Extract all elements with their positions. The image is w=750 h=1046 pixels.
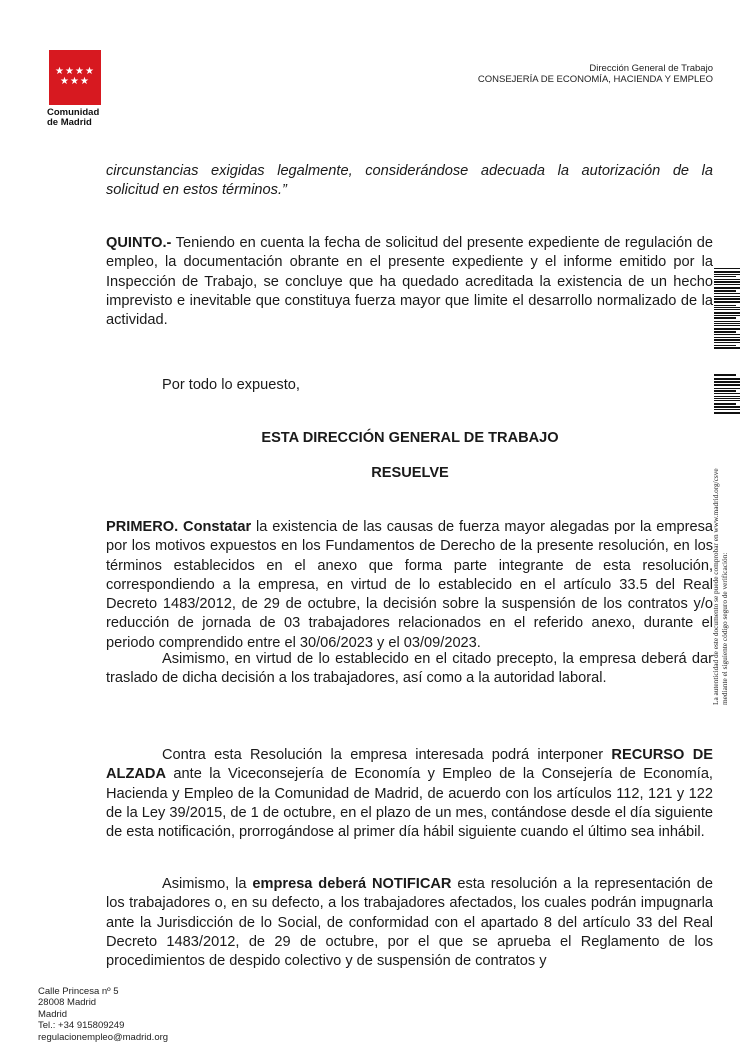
recurso-paragraph: Contra esta Resolución la empresa interesada podrá interponer RECURSO DE ALZADA ante la Viceconsejería de Economía y Empleo de la Consejería de Economía, Hacienda y Empleo de la Comunidad de Madrid, de acuerdo con los artículos 112, 121 y 122 de la Ley 39/2015, de 1 de octubre, en el plazo de un mes, contándose desde el día siguiente de esta notificación, prorrogándose al primer día hábil siguiente cuando el último sea inhábil.: [106, 747, 713, 841]
barcode-stripe: [714, 315, 740, 316]
barcode-stripe: [714, 301, 740, 303]
barcode-stripe: [714, 328, 740, 330]
barcode-stripe: [714, 398, 740, 399]
asimismo-paragraph-1: Asimismo, en virtud de lo establecido en el citado precepto, la empresa deberá dar traslado de dicha decisión a los trabajadores, así como a la autoridad laboral.: [106, 651, 713, 687]
barcode-stripe: [714, 381, 740, 383]
barcode-stripe: [714, 325, 740, 326]
barcode-stripe: [714, 378, 740, 380]
footer-phone: Tel.: +34 915809249: [38, 1020, 125, 1032]
barcode-stripe: [714, 331, 736, 333]
barcode-stripe: [714, 323, 740, 324]
barcode-stripe: [714, 284, 740, 285]
barcode-stripe: [714, 271, 740, 273]
heading-direccion: ESTA DIRECCIÓN GENERAL DE TRABAJO: [261, 430, 559, 446]
quinto-label: QUINTO.-: [106, 235, 172, 251]
barcode-stripe: [714, 388, 740, 389]
barcode-stripe: [714, 393, 740, 394]
barcode-stripe: [714, 281, 740, 283]
barcode-stripe: [714, 412, 740, 414]
ministry-name: CONSEJERÍA DE ECONOMÍA, HACIENDA Y EMPLEO: [477, 74, 713, 85]
barcode-stripe: [714, 396, 740, 397]
barcode-stripe: [714, 296, 740, 297]
barcode-stripe: [714, 342, 740, 343]
barcode-stripe: [714, 317, 736, 319]
barcode-stripe: [714, 307, 740, 308]
barcode-stripe: [714, 268, 740, 269]
barcode-top: [714, 268, 740, 350]
barcode-stripe: [714, 400, 740, 401]
barcode-stripe: [714, 390, 736, 392]
barcode-stripe: [714, 374, 736, 376]
footer-city: Madrid: [38, 1008, 68, 1020]
barcode-stripe: [714, 339, 740, 341]
notificar-paragraph: Asimismo, la empresa deberá NOTIFICAR esta resolución a la representación de los trabajadores o, en su defecto, a los trabajadores afectados, los cuales podrán impugnarla ante la Jurisdicción de lo Social, de conformidad con el apartado 8 del artículo 33 del Real Decreto 1483/2012, de 29 de octubre, por el que se aprueba el Reglamento de los procedimientos de despido colectivo y de suspensión de contratos y: [106, 876, 714, 970]
barcode-stripe: [714, 274, 740, 275]
barcode-stripe: [714, 290, 736, 292]
star-icon: ★: [70, 76, 79, 87]
quote-paragraph: circunstancias exigidas legalmente, considerándose adecuada la autorización de la solicitud en estos términos.”: [106, 163, 713, 199]
por-todo-text: Por todo lo expuesto,: [162, 377, 300, 393]
star-icon: ★: [55, 66, 64, 77]
footer-contact: [38, 986, 168, 1043]
department-name: Dirección General de Trabajo: [589, 63, 713, 74]
barcode-stripe: [714, 334, 740, 335]
quinto-paragraph: QUINTO.- Teniendo en cuenta la fecha de solicitud del presente expediente de regulación de empleo, la documentación obrante en el presente expediente y el informe emitido por la Inspección de Trabajo, se concluye que ha quedado acreditada la existencia de un hecho imprevisto e inevitable que constituya fuerza mayor que limite el desarrollo normalizado de la actividad.: [106, 235, 713, 329]
barcode-stripe: [714, 293, 740, 294]
footer-postal: 28008 Madrid: [38, 997, 97, 1009]
barcode-stripe: [714, 403, 736, 405]
star-icon: ★: [80, 76, 89, 87]
barcode-stripe: [714, 337, 740, 338]
barcode-stripe: [714, 347, 740, 349]
barcode-stripe: [714, 298, 740, 300]
star-icon: ★: [75, 66, 84, 77]
header-department-block: [478, 63, 713, 85]
logo-text: Comunidad de Madrid: [47, 107, 100, 128]
barcode-stripe: [714, 305, 736, 306]
heading-resuelve: RESUELVE: [371, 465, 449, 481]
barcode-stripe: [714, 312, 740, 314]
star-icon: ★: [85, 66, 94, 77]
primero-label: PRIMERO. Constatar: [106, 519, 252, 535]
barcode-stripe: [714, 406, 740, 408]
footer-address: Calle Princesa nº 5: [38, 986, 119, 997]
barcode-stripe: [714, 287, 740, 289]
barcode-stripe: [714, 309, 740, 310]
primero-paragraph: PRIMERO. Constatar la existencia de las causas de fuerza mayor alegadas por la empresa por los motivos expuestos en los Fundamentos de Derecho de la presente resolución, en los términos establecidos en el anexo que forma parte integrante de esta resolución, correspondiendo a la empresa, en virtud de lo establecido en el artículo 33.5 del Real Decreto 1483/2012, de 29 de octubre, la decisión sobre la suspensión de los contratos y/o reducción de jornada de 03 trabajadores relacionados en el referido anexo, durante el periodo comprendido entre el 30/06/2023 y el 03/09/2023.: [106, 519, 713, 651]
barcode-stripe: [714, 279, 740, 280]
barcode-stripe: [714, 321, 740, 322]
barcode-bottom: [714, 374, 740, 415]
star-icon: ★: [60, 76, 69, 87]
barcode-stripe: [714, 384, 740, 386]
barcode-stripe: [714, 409, 740, 410]
barcode-stripe: [714, 345, 736, 346]
barcode-stripe: [714, 276, 736, 277]
comunidad-madrid-logo: [49, 50, 101, 105]
verification-text: La autenticidad de este documento se puede comprobar en www.madrid.org/csve mediante el siguiente código seguro de verificación:: [711, 468, 729, 705]
footer-email: regulacionempleo@madrid.org: [38, 1031, 169, 1043]
star-icon: ★: [65, 66, 74, 77]
